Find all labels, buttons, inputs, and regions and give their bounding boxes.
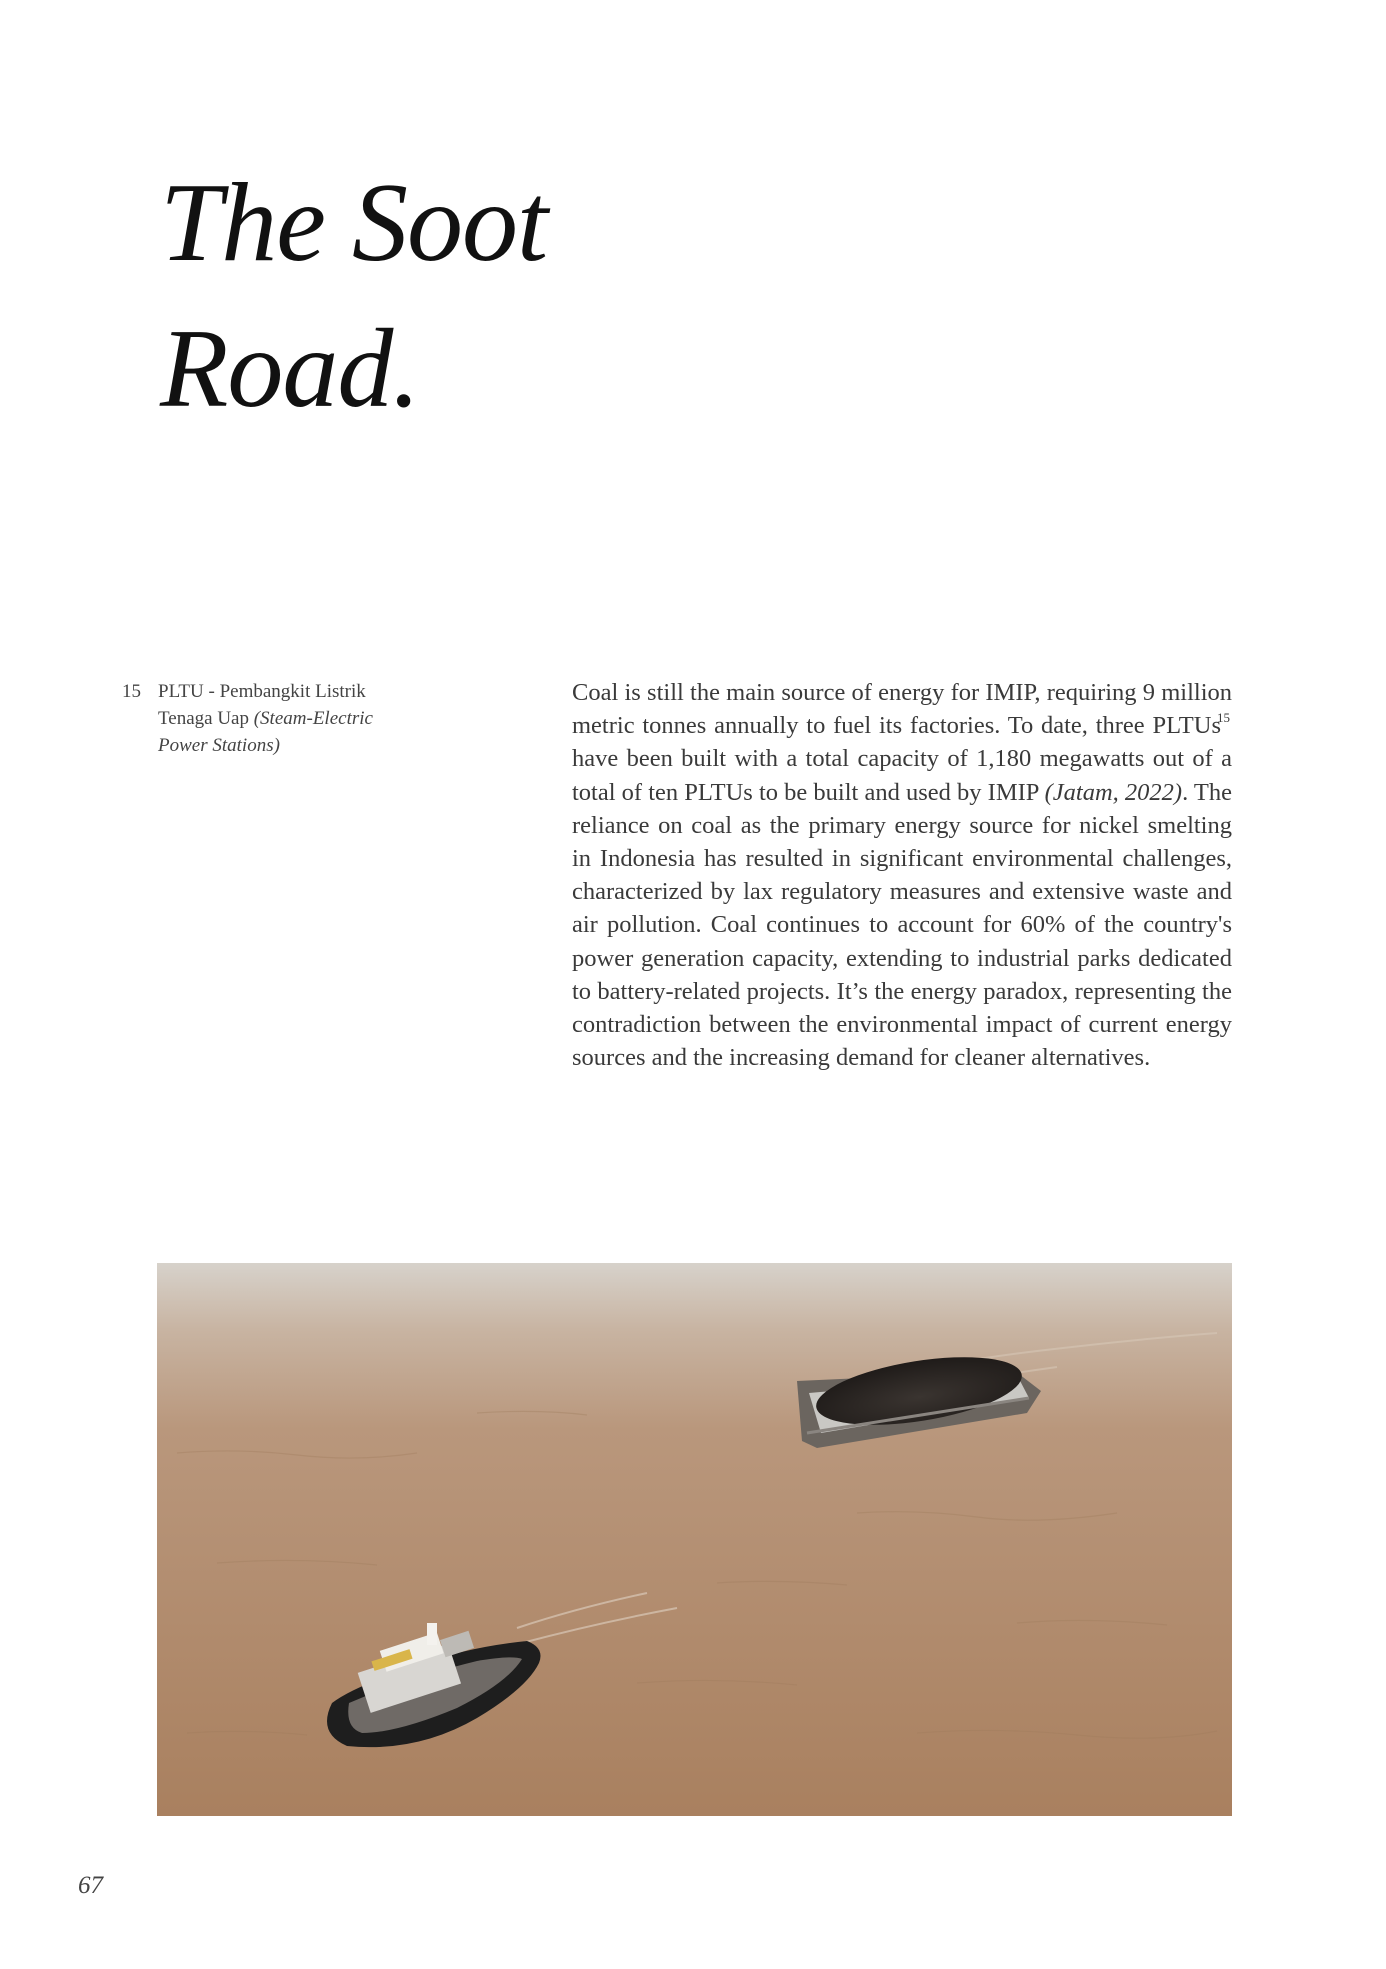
title-line-2: Road. <box>160 307 420 431</box>
body-part-3: . The reliance on coal as the primary energy source for nickel smelting in Indonesia has resulted in significant environmental challenges, characterized by lax regulatory measures and extensive waste and air pollution. Coal continues to account for 60% of the country's power generation capacity, extending to industrial parks dedicated to battery-related projects. It’s the energy paradox, representing the contradiction between the environmental impact of current energy sources and the increasing demand for cleaner alternatives. <box>572 778 1232 1072</box>
aerial-photo-tugboat-coal-barge <box>157 1263 1232 1816</box>
page-number: 67 <box>78 1872 103 1899</box>
footnote-text: PLTU - Pembangkit Listrik Tenaga Uap <box>158 681 366 729</box>
citation: (Jatam, 2022) <box>1044 778 1183 806</box>
photo-illustration <box>157 1263 1232 1816</box>
title-line-1: The Soot <box>160 161 548 285</box>
body-part-2: have been built with a total capacity of 1,180 megawatts out of a total of ten PLTUs to be built and used by IMIP <box>572 745 1232 806</box>
footnote-reference[interactable]: 15 <box>1217 710 1230 726</box>
page-title <box>160 150 547 442</box>
body-paragraph <box>572 676 1232 1074</box>
footnote-body <box>158 678 422 759</box>
body-part-1: Coal is still the main source of energy for IMIP, requiring 9 million metric tonnes annually to fuel its factories. To date, three PLTUs <box>572 679 1232 740</box>
footnote-translation: (Steam-Electric Power Stations) <box>158 708 373 756</box>
footnote <box>122 678 422 759</box>
river-water <box>157 1263 1232 1816</box>
footnote-number: 15 <box>122 681 141 702</box>
